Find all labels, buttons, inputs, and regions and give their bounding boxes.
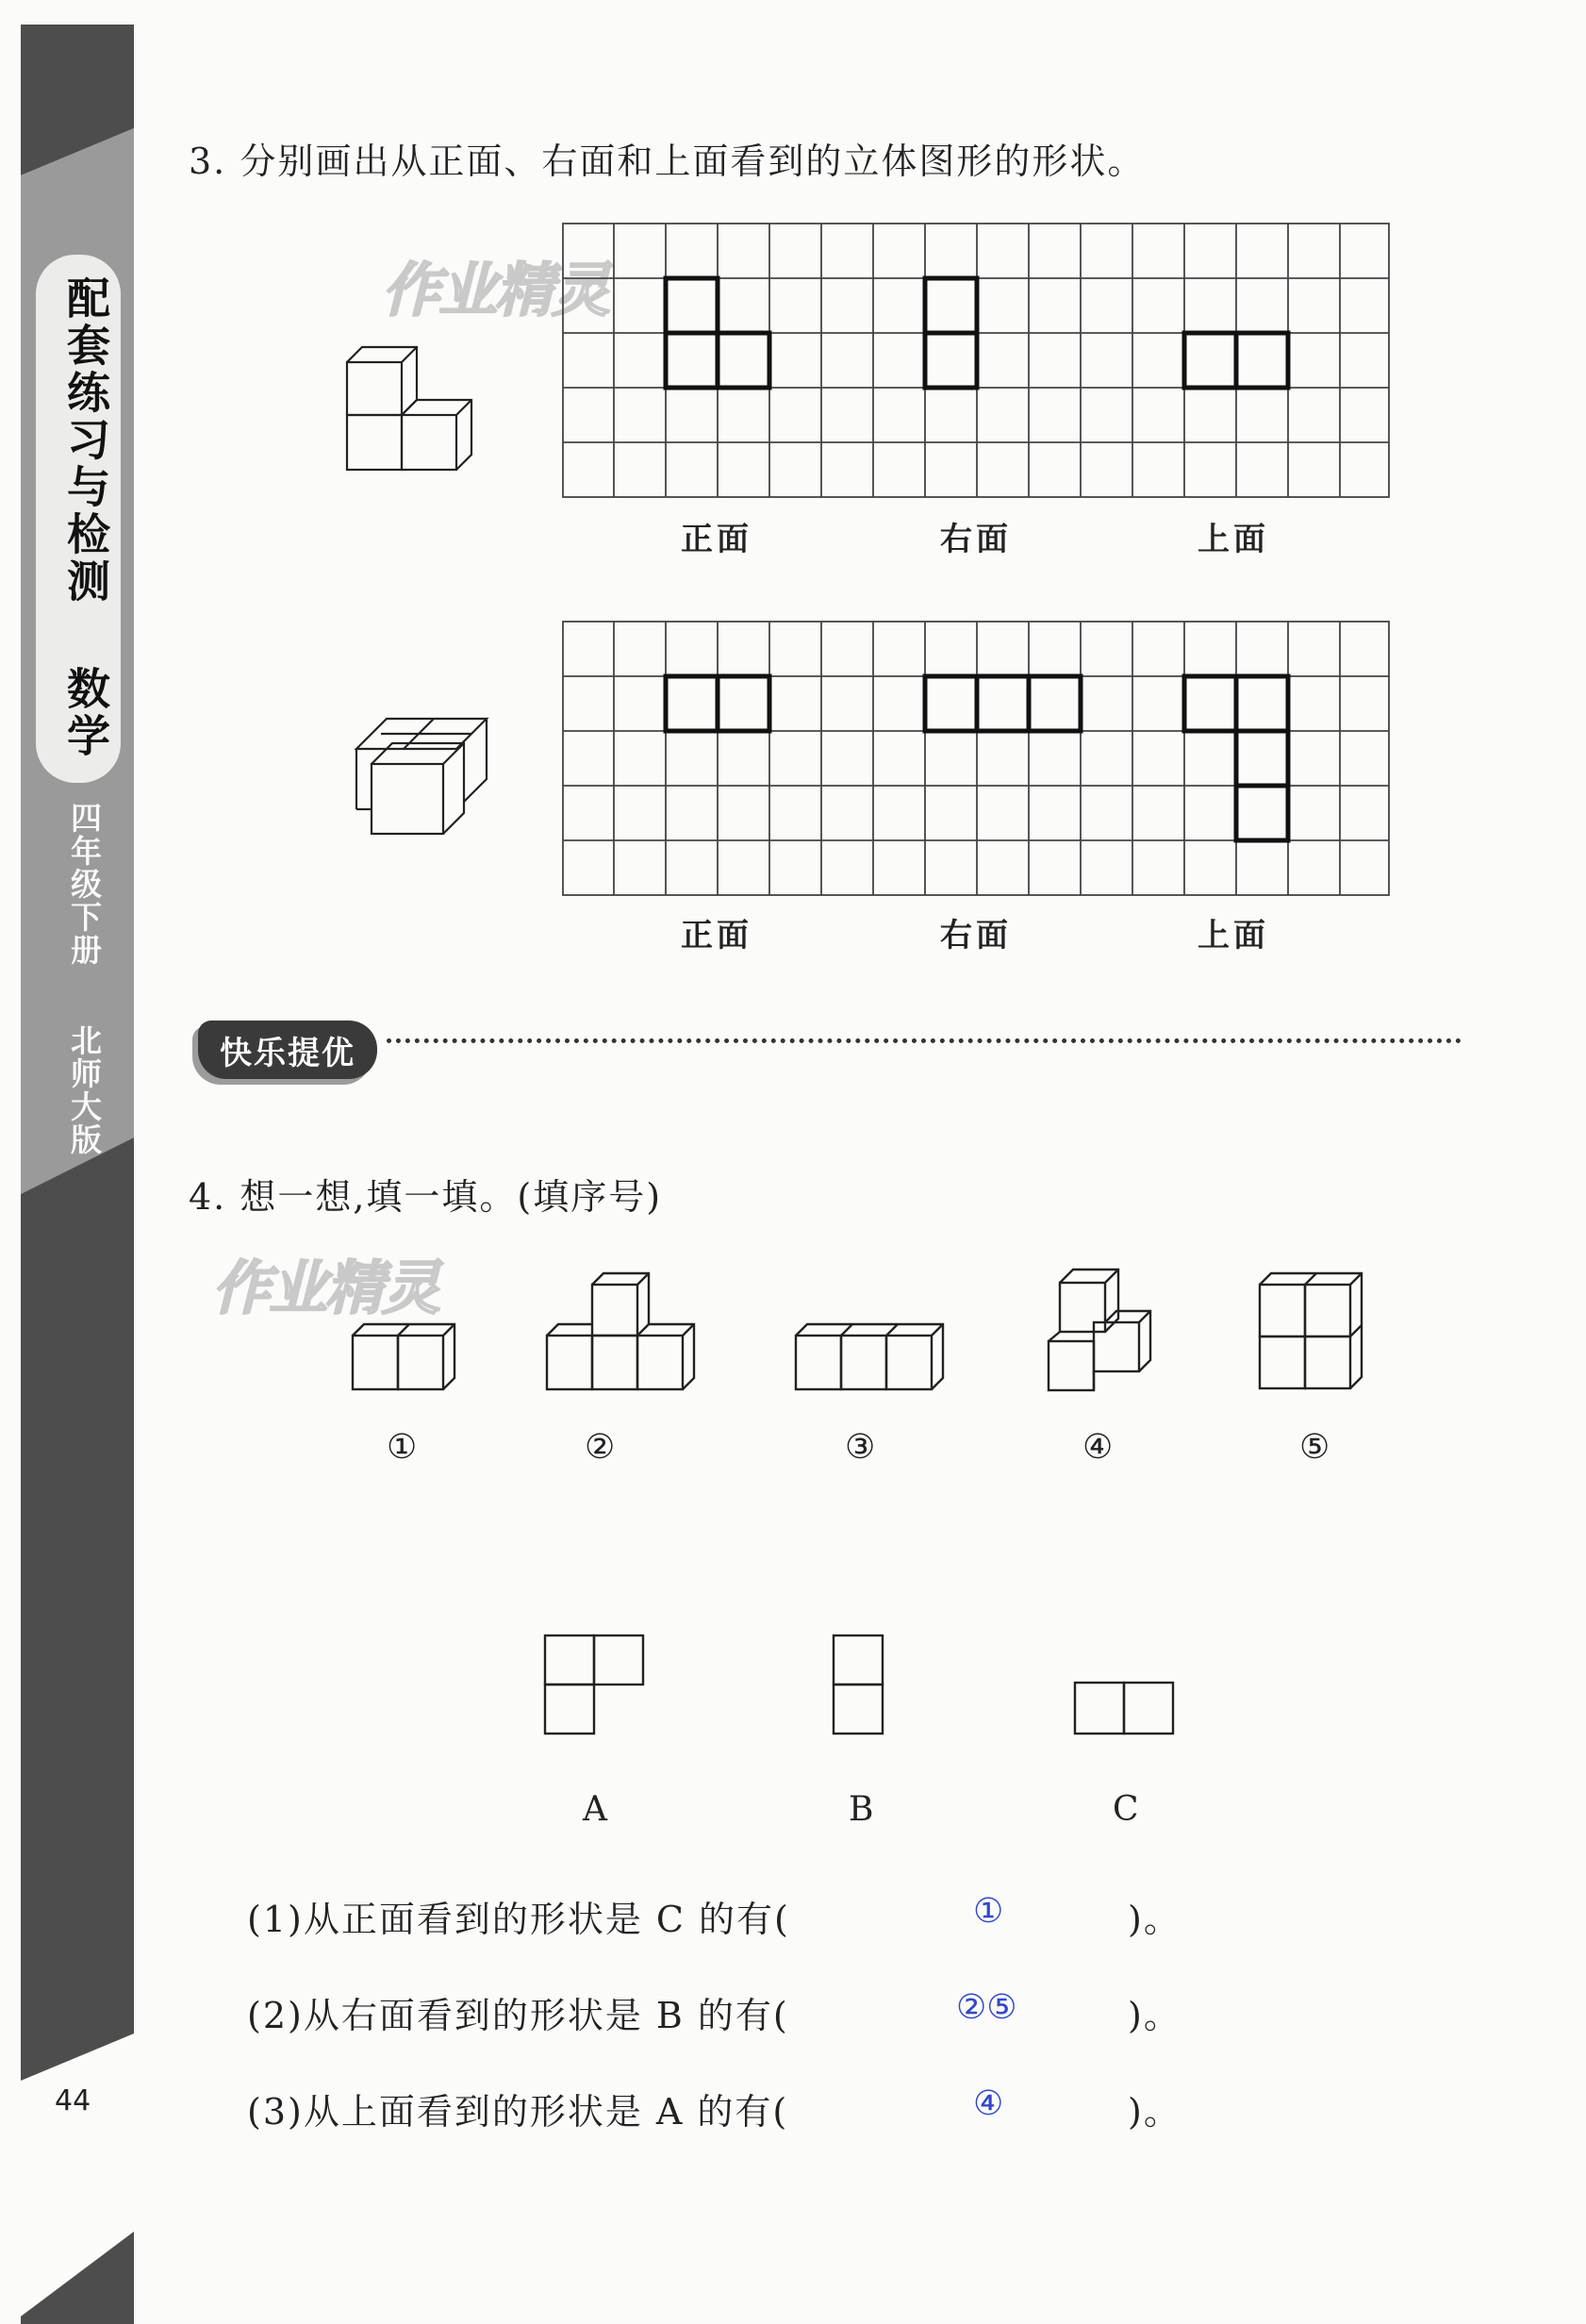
answer-3[interactable]: ④ (973, 2084, 1004, 2123)
book-grade: 四年级下册 (66, 802, 103, 967)
cube-figure-5 (1258, 1271, 1371, 1394)
book-subject: 数学 (60, 666, 111, 760)
book-edition: 北师大版 (66, 1024, 103, 1156)
solid-figure-2 (355, 711, 505, 838)
cube-figure-3 (794, 1322, 950, 1393)
shape-label-a: A (583, 1790, 607, 1829)
answer-grid-1 (562, 223, 1392, 501)
sub-question-1: (1)从正面看到的形状是 C 的有( (247, 1899, 790, 1940)
watermark: 作业精灵 (382, 256, 609, 324)
figure-label-2: ② (585, 1428, 616, 1467)
view-label-top: 上面 (1198, 917, 1269, 954)
page-number: 44 (55, 2084, 91, 2117)
shape-label-b: B (849, 1790, 874, 1829)
solid-figure-1 (345, 341, 496, 473)
watermark: 作业精灵 (212, 1253, 439, 1322)
answer-2[interactable]: ②⑤ (956, 1988, 1017, 2027)
view-shape-a (543, 1634, 647, 1737)
answer-grid-2 (562, 621, 1392, 899)
view-shape-b (832, 1634, 888, 1737)
book-title: 配套练习与检测 (60, 275, 111, 606)
view-label-right: 右面 (940, 917, 1012, 954)
view-label-front: 正面 (681, 521, 752, 558)
view-shape-c (1073, 1681, 1179, 1737)
question-3-prompt: 3. 分别画出从正面、右面和上面看到的立体图形的形状。 (189, 141, 1146, 182)
figure-label-5: ⑤ (1299, 1428, 1330, 1467)
figure-label-1: ① (387, 1428, 418, 1467)
section-divider-dots (387, 1034, 1462, 1043)
shape-label-c: C (1113, 1790, 1139, 1829)
figure-label-4: ④ (1082, 1428, 1114, 1467)
view-label-right: 右面 (940, 521, 1012, 558)
sub-question-2-close: )。 (1128, 1995, 1181, 2036)
sub-question-2: (2)从右面看到的形状是 B 的有( (247, 1995, 789, 2036)
sub-question-1-close: )。 (1128, 1899, 1181, 1940)
cube-figure-4 (1047, 1266, 1179, 1393)
view-label-top: 上面 (1198, 521, 1269, 558)
section-badge: 快乐提优 (198, 1021, 377, 1079)
question-4-prompt: 4. 想一想,填一填。(填序号) (189, 1176, 663, 1218)
sub-question-3: (3)从上面看到的形状是 A 的有( (247, 2091, 789, 2133)
answer-1[interactable]: ① (973, 1892, 1004, 1931)
cube-figure-2 (545, 1271, 701, 1394)
view-label-front: 正面 (681, 917, 752, 954)
cube-figure-1 (351, 1322, 464, 1393)
sub-question-3-close: )。 (1128, 2091, 1181, 2133)
figure-label-3: ③ (845, 1428, 876, 1467)
